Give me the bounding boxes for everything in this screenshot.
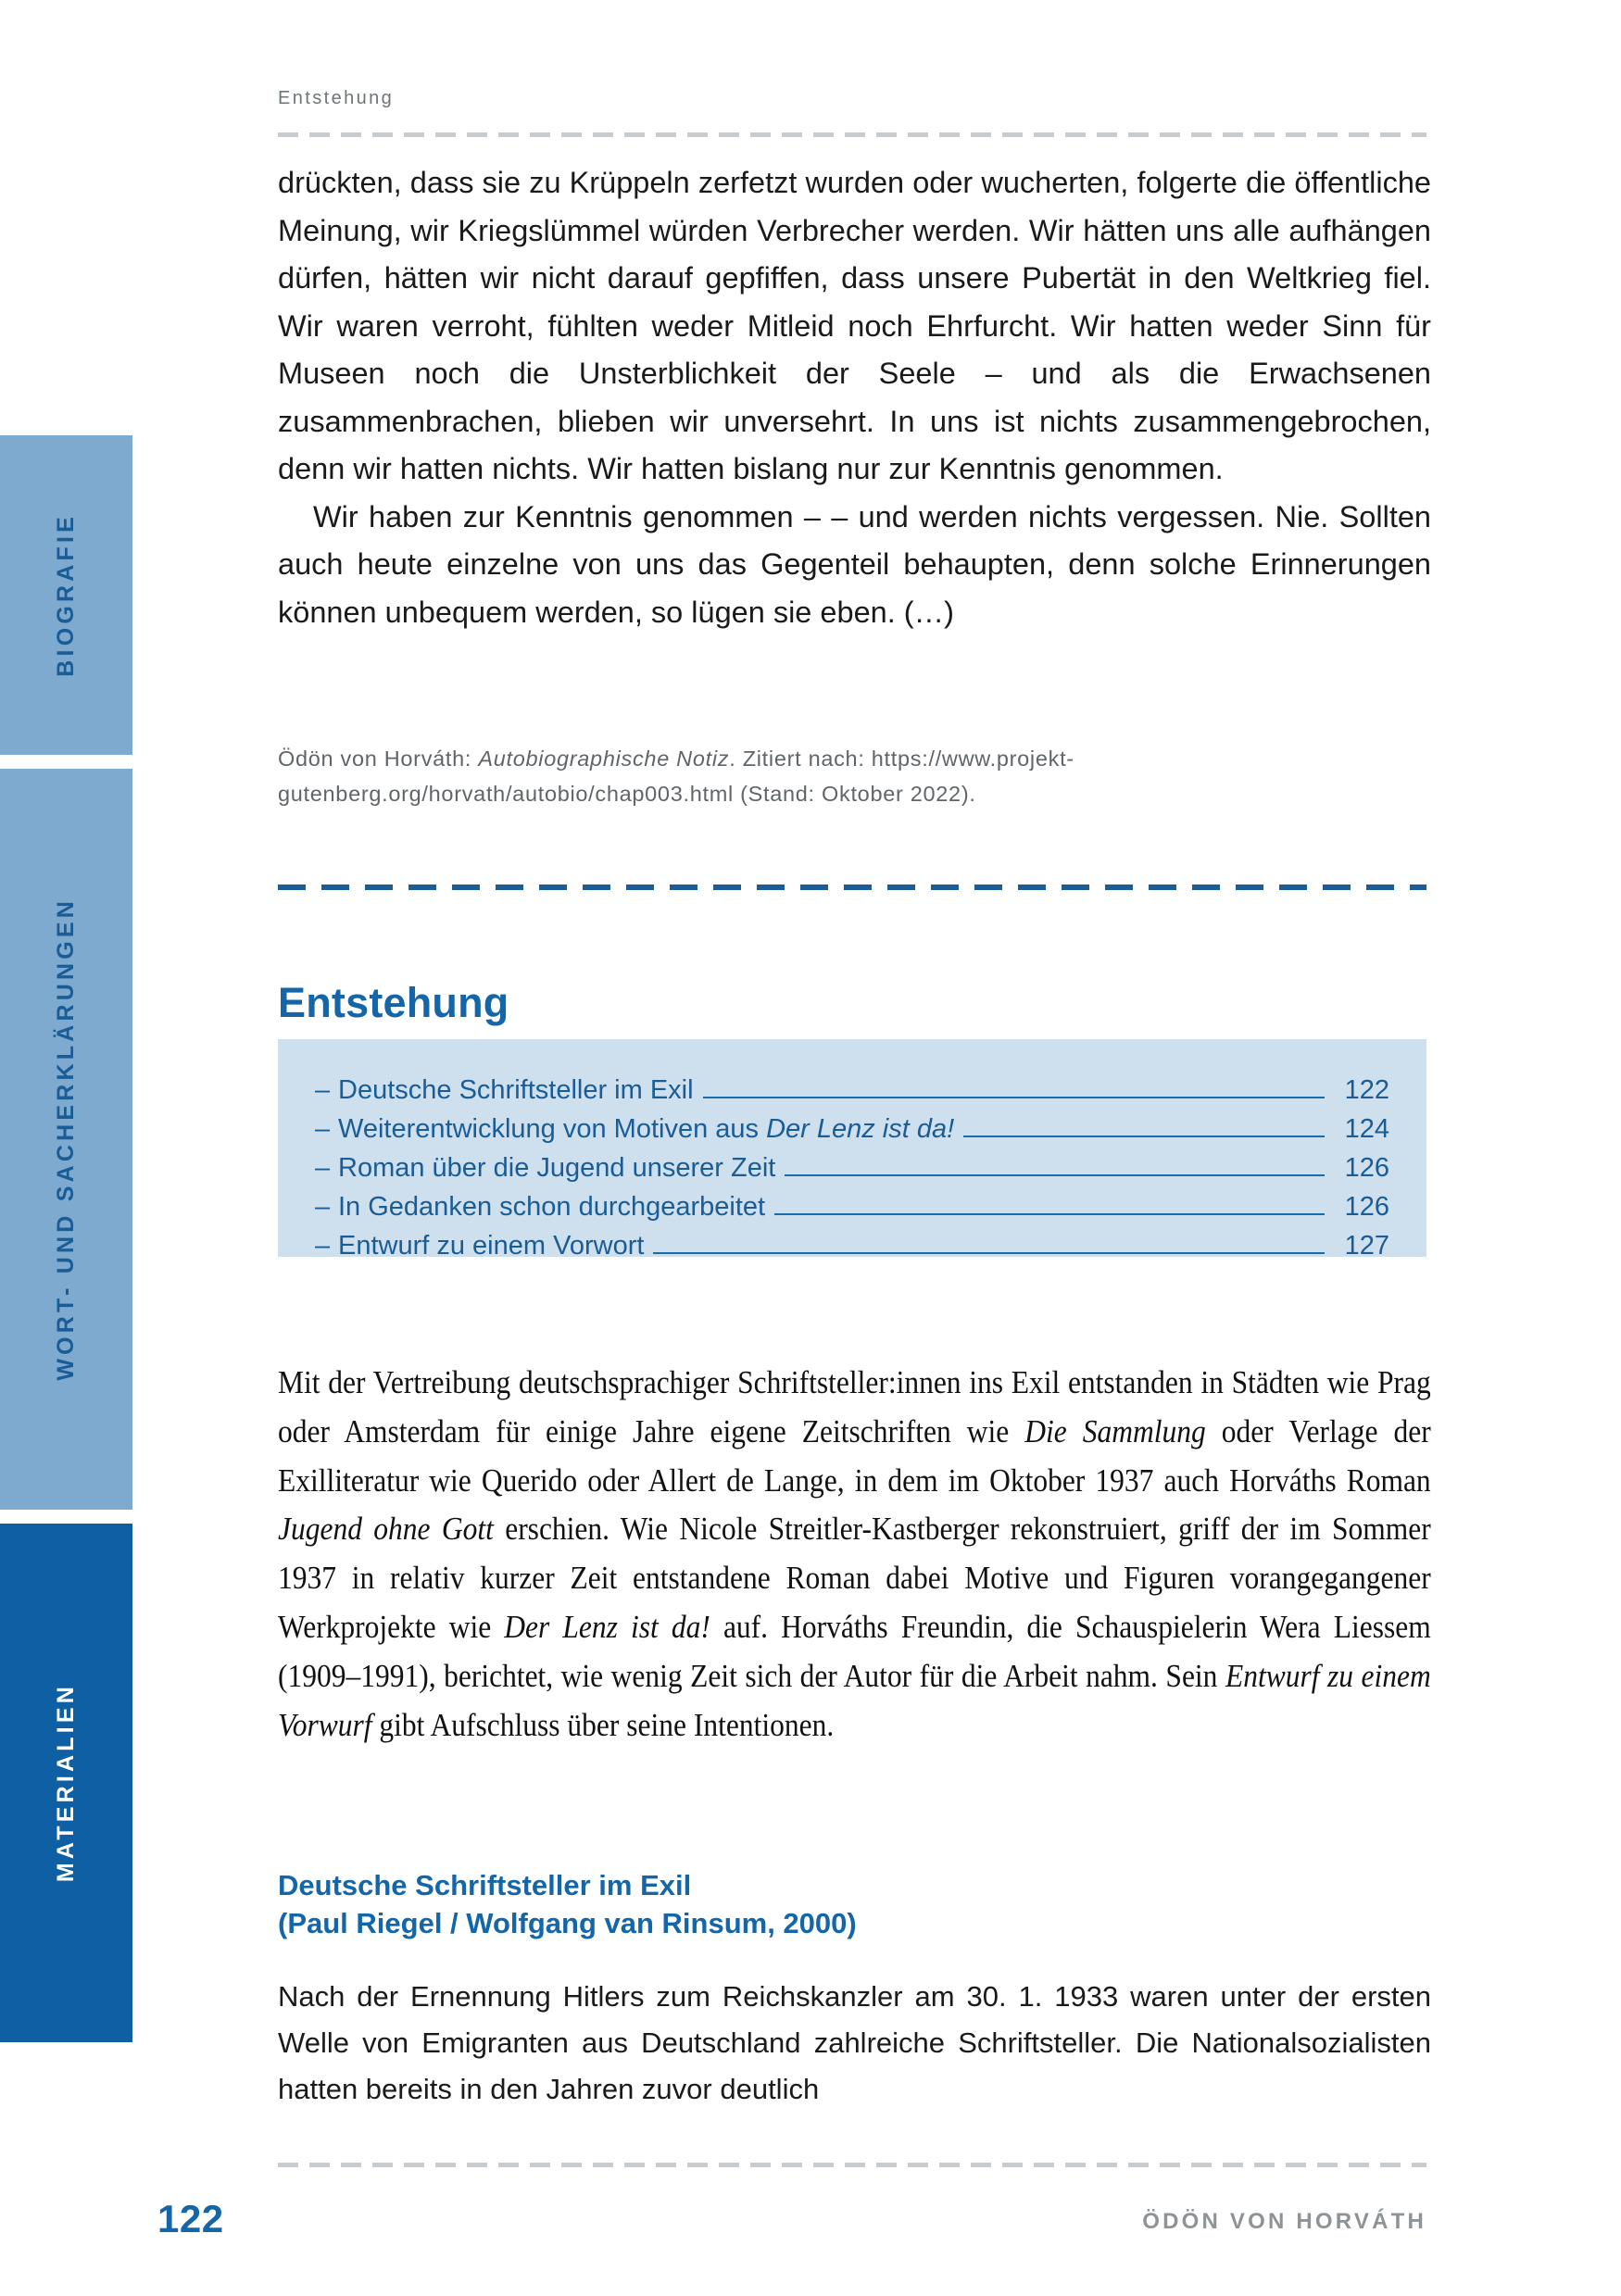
toc-leader-line: [703, 1096, 1325, 1098]
toc-dash: –: [315, 1192, 331, 1222]
toc-item[interactable]: [315, 1226, 1389, 1265]
quote-paragraph-2: Wir haben zur Kenntnis genommen – – und werden nichts vergessen. Nie. Sollten auch heute einzelne von uns das Gegenteil behaupten, denn solche Erinnerungen können unbequem werden, so lügen sie eben. (…): [278, 499, 1431, 629]
body-paragraph-serif: Mit der Vertreibung deutschsprachiger Schriftsteller:innen ins Exil entstanden in Städten wie Prag oder Amsterdam für einige Jahre eigene Zeitschriften wie Die Sammlung oder Verlage der Exilliteratur wie Querido oder Allert de Lange, in dem im Oktober 1937 auch Horváths Roman Jugend ohne Gott erschien. Wie Nicole Streitler-Kastberger rekonstruiert, griff der im Sommer 1937 in relativ kurzer Zeit entstandene Roman dabei Motive und Figuren vorangegangener Werkprojekte wie Der Lenz ist da! auf. Horváths Freundin, die Schauspielerin Wera Liessem (1909–1991), berichtet, wie wenig Zeit sich der Autor für die Arbeit nahm. Sein Entwurf zu einem Vorwurf gibt Aufschluss über seine Intentionen.: [278, 1364, 1431, 1743]
page-title: Entstehung: [278, 979, 509, 1027]
source-author: Ödön von Horváth:: [278, 747, 479, 771]
toc-dash: –: [315, 1231, 331, 1261]
divider-dashed-bottom: [278, 2163, 1426, 2167]
toc-dash: –: [315, 1075, 331, 1105]
page-number-folio: 122: [157, 2197, 224, 2240]
footer-title: ÖDÖN VON HORVÁTH: [1142, 2209, 1426, 2234]
sidebar-tabs: [0, 0, 132, 2296]
toc-page-number: 124: [1344, 1114, 1389, 1144]
toc-item-label: Weiterentwicklung von Motiven aus Der Lenz ist da!: [338, 1114, 955, 1144]
toc-page-number: 122: [1344, 1075, 1389, 1105]
quotation-block: [278, 159, 1431, 636]
toc-page-number: 126: [1344, 1192, 1389, 1222]
toc-leader-line: [653, 1251, 1325, 1254]
subsection-heading: [278, 1866, 857, 1942]
toc-page-number: 127: [1344, 1231, 1389, 1261]
subsection-heading-line-2: (Paul Riegel / Wolfgang van Rinsum, 2000): [278, 1907, 857, 1939]
toc-dash: –: [315, 1153, 331, 1183]
toc-leader-line: [785, 1173, 1325, 1176]
sidebar-item-wort-und-sacherklaerungen[interactable]: [0, 769, 132, 1510]
toc-item-label: Deutsche Schriftsteller im Exil: [338, 1075, 694, 1105]
toc-item[interactable]: [315, 1148, 1389, 1187]
toc-item-label: In Gedanken schon durchgearbeitet: [338, 1192, 766, 1222]
toc-item-label: Entwurf zu einem Vorwort: [338, 1231, 645, 1261]
sidebar-item-label: MATERIALIEN: [53, 1683, 79, 1883]
source-work-title: Autobiographische Notiz: [478, 747, 730, 771]
toc-item[interactable]: [315, 1071, 1389, 1110]
running-head: Entstehung: [278, 88, 395, 108]
divider-dashed-blue: [278, 885, 1426, 890]
page-content: [157, 0, 1431, 2296]
toc-leader-line: [774, 1212, 1325, 1215]
toc-dash: –: [315, 1114, 331, 1144]
sidebar-item-biografie[interactable]: [0, 435, 132, 755]
toc-leader-line: [963, 1135, 1325, 1137]
quote-paragraph-1: drückten, dass sie zu Krüppeln zerfetzt wurden oder wucherten, folgerte die öffentliche Meinung, wir Kriegslümmel würden Verbrecher werden. Wir hätten uns alle aufhängen dürfen, hätten wir nicht darauf gepfiffen, dass unsere Pubertät in den Weltkrieg fiel. Wir waren verroht, fühlten weder Mitleid noch Ehrfurcht. Wir hatten weder Sinn für Museen noch die Unsterblichkeit der Seele – und als die Erwachsenen zusammenbrachen, blieben wir unversehrt. In uns ist nichts zusammengebrochen, denn wir hatten nichts. Wir hatten bislang nur zur Kenntnis genommen.: [278, 166, 1431, 485]
sidebar-item-materialien[interactable]: [0, 1524, 132, 2042]
toc-item-label: Roman über die Jugend unserer Zeit: [338, 1153, 776, 1183]
toc-page-number: 126: [1344, 1153, 1389, 1183]
subsection-heading-line-1: Deutsche Schriftsteller im Exil: [278, 1869, 692, 1901]
divider-dashed-top: [278, 132, 1426, 137]
source-citation: [278, 741, 1436, 811]
sidebar-item-label: WORT- UND SACHERKLÄRUNGEN: [53, 897, 79, 1381]
source-rest: . Zitiert nach: https://www.projekt-gutenberg.org/horvath/autobio/chap003.html (Stand: Oktober 2022).: [278, 747, 1074, 806]
toc-item[interactable]: [315, 1187, 1389, 1226]
sidebar-item-label: BIOGRAFIE: [53, 513, 79, 677]
body-paragraph-sans: Nach der Ernennung Hitlers zum Reichskanzler am 30. 1. 1933 waren unter der ersten Welle von Emigranten aus Deutschland zahlreiche Schriftsteller. Die Nationalsozialisten hatten bereits in den Jahren zuvor deutlich: [278, 1980, 1431, 2105]
toc-item[interactable]: [315, 1110, 1389, 1148]
toc-box: [278, 1039, 1426, 1261]
